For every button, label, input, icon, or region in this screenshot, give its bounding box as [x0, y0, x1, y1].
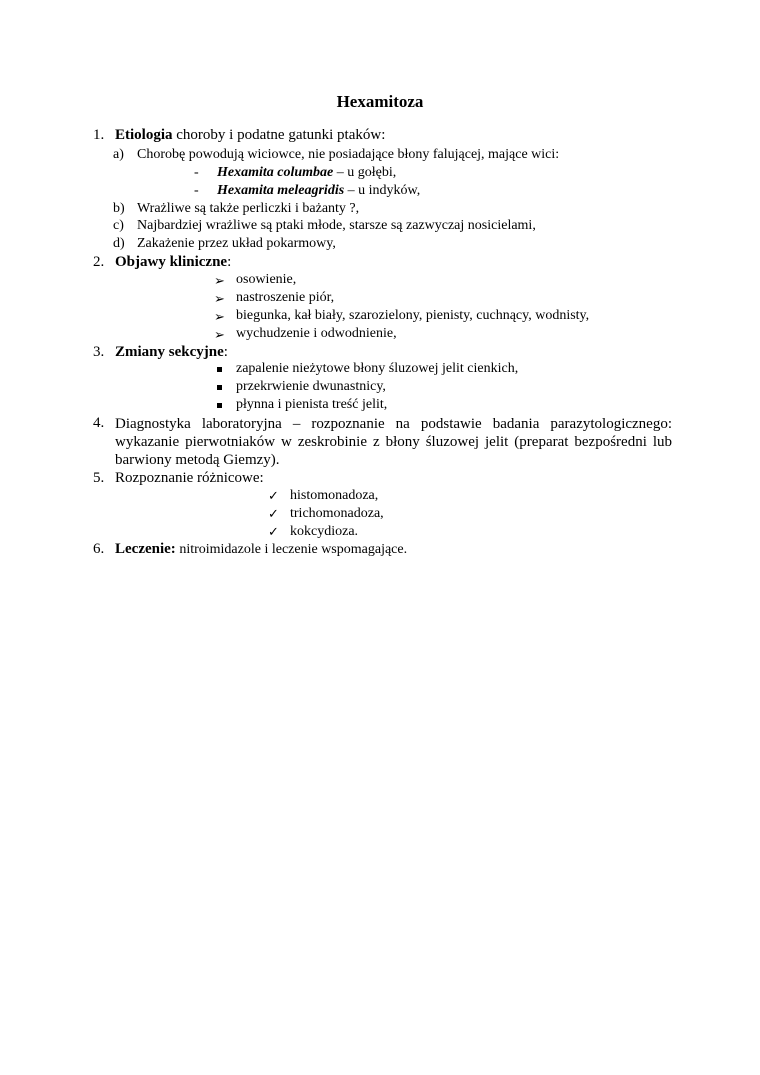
- square-bullet-icon: [217, 385, 222, 390]
- section-number: 5.: [93, 470, 105, 486]
- symptom-item: nastroszenie piór,: [236, 290, 335, 305]
- checkmark-icon: ✓: [268, 488, 279, 503]
- diagnostics-line-3: barwiony metodą Giemzy).: [115, 452, 280, 468]
- species-host: – u indyków,: [344, 183, 421, 198]
- section-number: 1.: [93, 127, 105, 143]
- item-marker: c): [113, 218, 124, 233]
- section-6-text: nitroimidazole i leczenie wspomagające.: [175, 542, 408, 557]
- differential-item: histomonadoza,: [290, 488, 379, 503]
- section-number: 4.: [93, 415, 105, 431]
- arrow-bullet-icon: ➢: [214, 291, 225, 306]
- dash-marker: -: [194, 183, 199, 198]
- section-6-heading: Leczenie:: [115, 541, 176, 557]
- section-5-text: Rozpoznanie różnicowe:: [115, 470, 264, 486]
- section-3-heading: Zmiany sekcyjne: [115, 344, 224, 360]
- dash-marker: -: [194, 165, 199, 180]
- species-host: – u gołębi,: [333, 165, 397, 180]
- document-title: Hexamitoza: [336, 92, 424, 111]
- section-2-heading: Objawy kliniczne: [115, 254, 228, 270]
- arrow-bullet-icon: ➢: [214, 327, 225, 342]
- checkmark-icon: ✓: [268, 524, 279, 539]
- checkmark-icon: ✓: [268, 506, 279, 521]
- arrow-bullet-icon: ➢: [214, 309, 225, 324]
- differential-item: trichomonadoza,: [290, 506, 384, 521]
- etiology-item-a: Chorobę powodują wiciowce, nie posiadające błony falującej, mające wici:: [137, 147, 560, 162]
- species-line-1: [217, 165, 396, 181]
- symptom-item: osowienie,: [236, 272, 297, 287]
- section-number: 2.: [93, 254, 105, 270]
- diagnostics-paragraph: [115, 415, 672, 469]
- section-number: 6.: [93, 541, 105, 557]
- species-name: Hexamita meleagridis: [217, 183, 345, 198]
- symptom-item: biegunka, kał biały, szarozielony, pienisty, cuchnący, wodnisty,: [236, 308, 590, 323]
- section-3-suffix: :: [223, 344, 228, 360]
- section-1-text: choroby i podatne gatunki ptaków:: [172, 127, 386, 143]
- section-number: 3.: [93, 344, 105, 360]
- square-bullet-icon: [217, 403, 222, 408]
- etiology-item-d: Zakażenie przez układ pokarmowy,: [137, 236, 336, 251]
- section-2-suffix: :: [227, 254, 232, 270]
- lesion-item: zapalenie nieżytowe błony śluzowej jelit cienkich,: [236, 361, 519, 376]
- species-name: Hexamita columbae: [217, 165, 334, 180]
- diagnostics-line-1: Diagnostyka laboratoryjna – rozpoznanie na podstawie badania parazytologicznego:: [115, 416, 672, 432]
- item-marker: d): [113, 236, 125, 251]
- section-6-line: [115, 541, 407, 558]
- differential-item: kokcydioza.: [290, 524, 359, 539]
- etiology-item-c: Najbardziej wrażliwe są ptaki młode, starsze są zazwyczaj nosicielami,: [137, 218, 536, 233]
- lesion-item: płynna i pienista treść jelit,: [236, 397, 388, 412]
- section-2-heading-line: [115, 254, 231, 271]
- lesion-item: przekrwienie dwunastnicy,: [236, 379, 386, 394]
- symptom-item: wychudzenie i odwodnienie,: [236, 326, 397, 341]
- item-marker: b): [113, 201, 125, 216]
- section-1-heading-line: [115, 127, 385, 144]
- section-1-heading: Etiologia: [115, 127, 173, 143]
- square-bullet-icon: [217, 367, 222, 372]
- item-marker: a): [113, 147, 124, 162]
- species-line-2: [217, 183, 420, 199]
- etiology-item-b: Wrażliwe są także perliczki i bażanty ?,: [137, 201, 360, 216]
- arrow-bullet-icon: ➢: [214, 273, 225, 288]
- diagnostics-line-2: wykazanie pierwotniaków w zeskrobinie z błony śluzowej jelit (preparat bezpośredni lub: [115, 434, 672, 450]
- section-3-heading-line: [115, 344, 228, 361]
